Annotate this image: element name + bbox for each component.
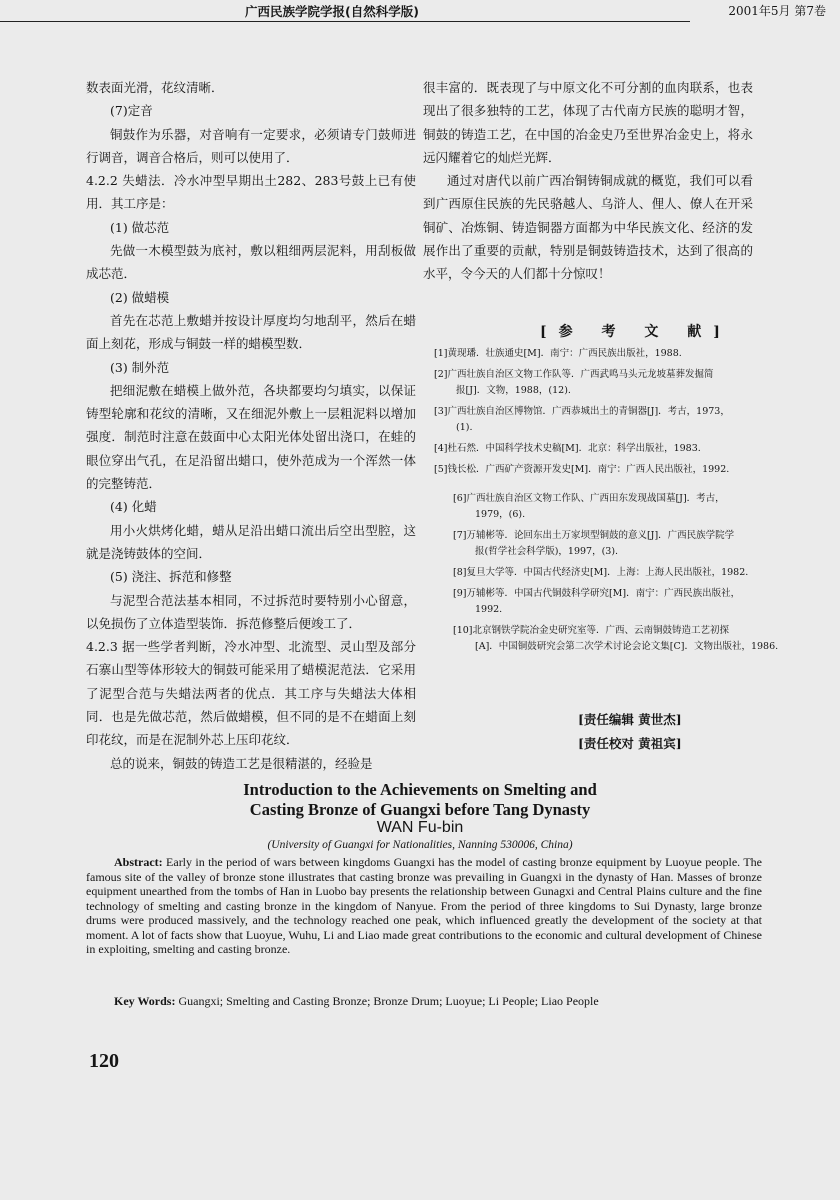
reference-text: [10]北京钢铁学院冶金史研究室等．广西、云南铜鼓铸造工艺初探 [453, 625, 730, 636]
reference-item [453, 528, 783, 560]
reference-item [434, 441, 779, 457]
reference-continuation: 1992. [475, 604, 503, 615]
reference-text: [5]钱长松．广西矿产资源开发史[M]．南宁：广西人民出版社，1992. [434, 464, 730, 475]
abstract-label: Abstract: [114, 855, 163, 869]
reference-continuation: 1979，(6). [475, 509, 526, 520]
reference-text: [9]万辅彬等．中国古代铜鼓科学研究[M]．南宁：广西民族出版社， [453, 588, 741, 599]
english-keywords [114, 994, 599, 1009]
reference-item [434, 346, 779, 362]
editorial-credits [578, 708, 682, 756]
body-paragraph: (3) 制外范 [110, 359, 170, 375]
body-paragraph: 用小火烘烤化蜡，蜡从足沿出蜡口流出后空出型腔，这就是浇铸鼓体的空间． [86, 522, 416, 561]
reference-item [453, 623, 783, 655]
right-column [423, 76, 753, 286]
body-paragraph: 首先在芯范上敷蜡并按设计厚度均匀地刮平，然后在蜡面上刻花，形成与铜鼓一样的蜡模型数． [86, 312, 416, 352]
body-paragraph: (2) 做蜡模 [110, 289, 170, 305]
responsible-editor: [责任编辑 黄世杰] [578, 712, 682, 727]
running-header [0, 0, 826, 26]
references-heading: [参 考 文 献] [540, 324, 732, 340]
reference-continuation: [A]．中国铜鼓研究会第二次学术讨论会论文集[C]．文物出版社，1986. [475, 641, 779, 652]
body-paragraph: (4) 化蜡 [110, 499, 157, 515]
reference-item [453, 491, 783, 523]
english-author: WAN Fu-bin [376, 819, 464, 836]
english-affiliation: (University of Guangxi for Nationalities, Nanning 530006, China) [267, 839, 573, 851]
reference-continuation: 报(哲学社会科学版)，1997，(3). [475, 546, 619, 557]
body-paragraph: 4.2.3 据一些学者判断，冷水冲型、北流型、灵山型及部分石寨山型等体形较大的铜鼓可能采用了蜡模泥范法．它采用了泥型合范与失蜡法两者的优点．其工序与失蜡法大体相同．也是先做芯范，然后做蜡模，但不同的是不在蜡面上刻印花纹，而是在泥制外芯上压印花纹． [86, 639, 416, 748]
reference-item [453, 586, 783, 618]
body-paragraph: 铜鼓作为乐器，对音响有一定要求，必须请专门鼓师进行调音，调音合格后，则可以使用了． [86, 126, 416, 165]
reference-text: [2]广西壮族自治区文物工作队等．广西武鸣马头元龙坡墓葬发掘简 [434, 369, 714, 380]
left-column [86, 76, 416, 775]
reference-item [434, 367, 779, 399]
reference-text: [7]万辅彬等．论回东出土万家坝型铜鼓的意义[J]．广西民族学院学 [453, 530, 735, 541]
body-paragraph: 4.2.2 失蜡法．冷水冲型早期出土282、283号鼓上已有使用．其工序是： [86, 173, 416, 212]
english-abstract [86, 855, 762, 957]
reference-text: [4]杜石然．中国科学技术史稿[M]．北京：科学出版社，1983. [434, 443, 701, 454]
body-paragraph: (5) 浇注、拆范和修整 [110, 569, 232, 585]
header-rule [0, 21, 690, 22]
reference-continuation: 报[J]．文物，1988，(12). [456, 385, 571, 396]
english-title [0, 780, 840, 820]
body-paragraph: 数表面光滑，花纹清晰． [86, 80, 224, 95]
body-paragraph: 与泥型合范法基本相同，不过拆范时要特别小心留意，以免损伤了立体造型装饰．拆范修整后便竣工了． [86, 592, 416, 631]
body-paragraph: 把细泥敷在蜡模上做外范，各块都要均匀填实，以保证铸型轮廓和花纹的清晰，又在细泥外敷上一层粗泥料以增加强度．制范时注意在鼓面中心太阳光体处留出浇口，在蛙的眼位穿出气孔，在足沿留出蜡口，使外范成为一个浑然一体的完整铸范． [86, 382, 416, 492]
reference-text: [6]广西壮族自治区文物工作队、广西田东发现战国墓[J]．考古， [453, 493, 725, 504]
responsible-proofreader: [责任校对 黄祖宾] [578, 736, 682, 751]
abstract-text: Early in the period of wars between kingdoms Guangxi has the model of casting bronze equipment by Luoyue people. The famous site of the valley of bronze stone illustrates that casting bronze was prevailing in Guangxi in the dynasty of Han. Masses of bronze equipment unearthed from the tombs of Han in Luobo bay presents the relationship between Gunagxi and Central Plains culture and the fine technology of smelting and casting bronze in the kingdom of Nanyue. From the period of three kingdoms to Sui Dynasty, large bronze drums were produced massively, and the technology reached one peak, which influenced greatly the development of the society at that moment. A lot of facts show that Luoyue, Wuhu, Li and Liao made great contributions to the economic and cultural development of Chinese in exploiting, smelting and casting bronze. [86, 855, 762, 956]
references-list-a [434, 346, 779, 483]
references-list-b [453, 491, 783, 660]
reference-text: [8]复旦大学等．中国古代经济史[M]．上海：上海人民出版社，1982. [453, 567, 749, 578]
reference-text: [1]黄现璠．壮族通史[M]．南宁：广西民族出版社，1988. [434, 348, 682, 359]
reference-item [453, 565, 783, 581]
body-paragraph: 总的说来，铜鼓的铸造工艺是很精湛的，经验是 [110, 755, 373, 771]
body-paragraph: 通过对唐代以前广西冶铜铸铜成就的概览，我们可以看到广西原住民族的先民骆越人、乌浒人、俚人、僚人在开采铜矿、冶炼铜、铸造铜器方面都为中华民族文化、经济的发展作出了重要的贡献，特别是铜鼓铸造技术，达到了很高的水平，令今天的人们都十分惊叹！ [423, 173, 753, 282]
english-title-line-1: Introduction to the Achievements on Smelting and [243, 780, 597, 799]
body-paragraph: (7)定音 [110, 103, 153, 119]
body-paragraph: 很丰富的．既表现了与中原文化不可分割的血肉联系，也表现出了很多独特的工艺，体现了古代南方民族的聪明才智，铜鼓的铸造工艺，在中国的冶金史乃至世界冶金史上，将永远闪耀着它的灿烂光辉． [423, 80, 753, 165]
english-title-line-2: Casting Bronze of Guangxi before Tang Dynasty [249, 800, 591, 819]
reference-continuation: (1). [456, 422, 473, 433]
keywords-label: Key Words: [114, 994, 176, 1008]
reference-text: [3]广西壮族自治区博物馆．广西恭城出土的青铜器[J]．考古，1973， [434, 406, 730, 417]
reference-item [434, 404, 779, 436]
reference-item [434, 462, 779, 478]
journal-title: 广西民族学院学报(自然科学版) [245, 4, 419, 19]
body-paragraph: (1) 做芯范 [110, 219, 170, 235]
keywords-text: Guangxi; Smelting and Casting Bronze; Bronze Drum; Luoyue; Li People; Liao People [178, 994, 599, 1008]
page-number: 120 [89, 1050, 119, 1072]
issue-info: 2001年5月 第7卷 [728, 4, 826, 18]
body-paragraph: 先做一木模型鼓为底衬，敷以粗细两层泥料，用刮板做成芯范． [86, 243, 416, 282]
